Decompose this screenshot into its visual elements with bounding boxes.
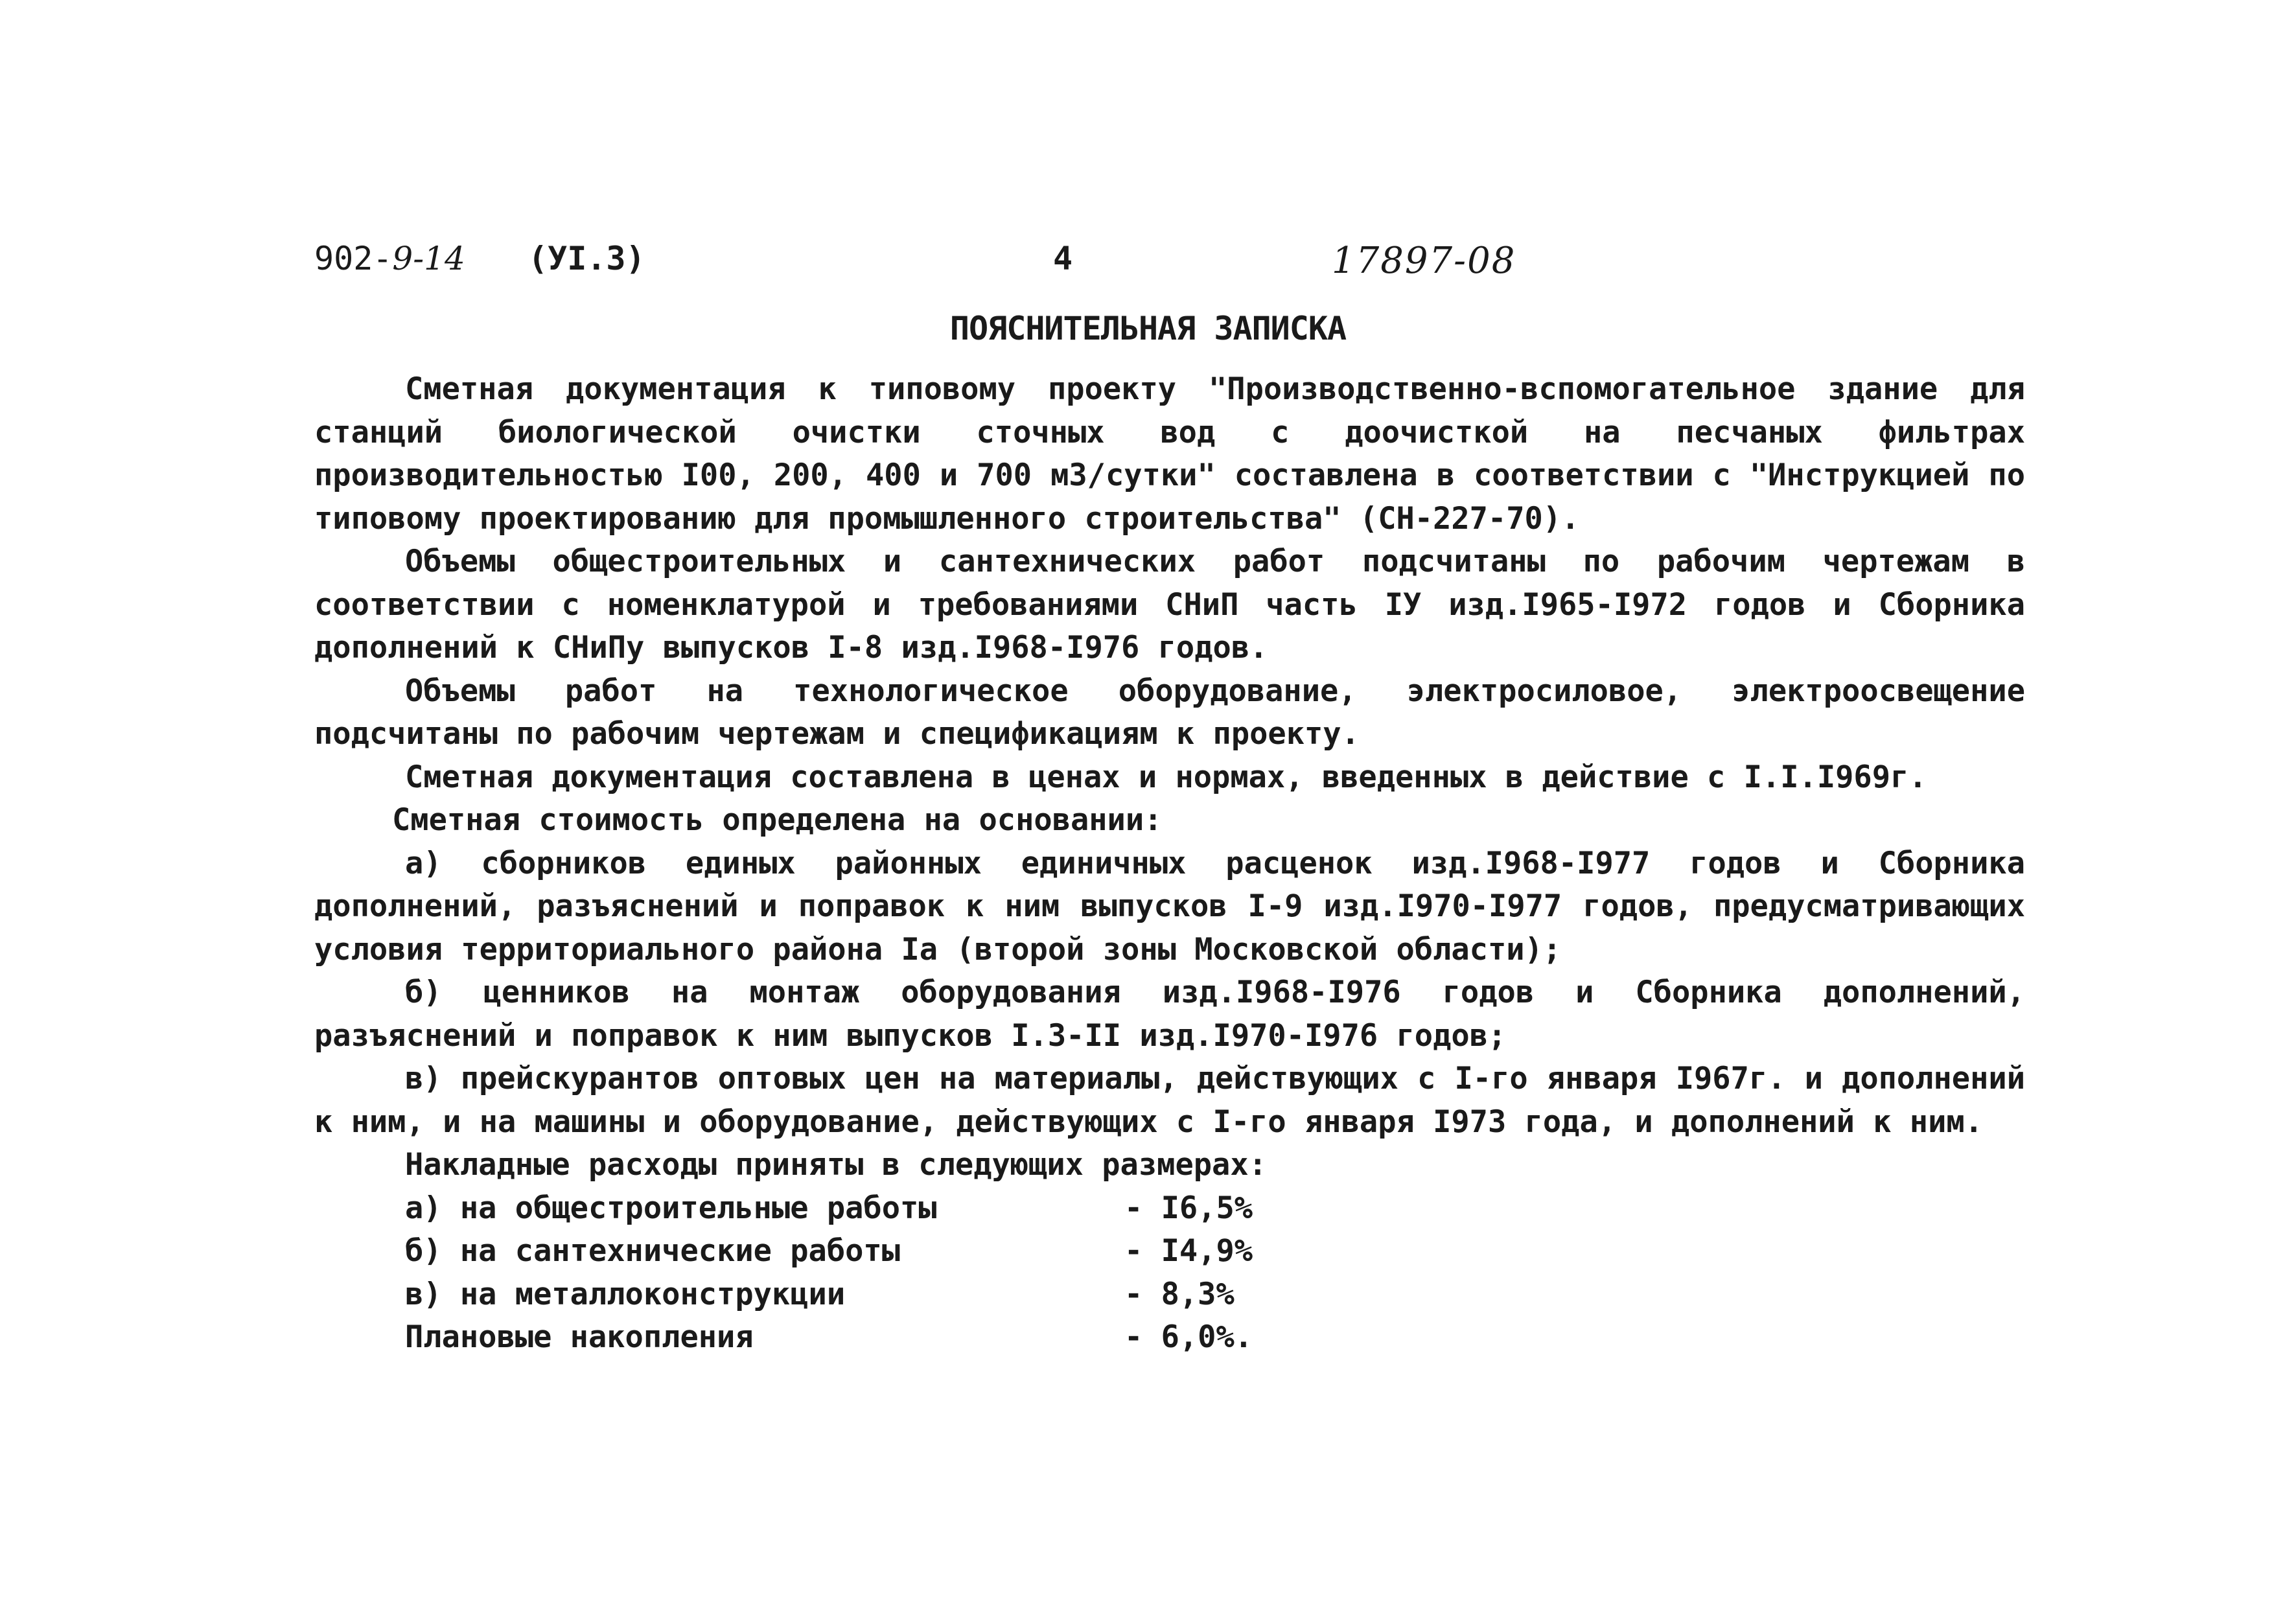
document-body [314,368,2025,1360]
paragraph-volumes-construction: Объемы общестроительных и сантехнических работ подсчитаны по рабочим чертежам в соответствии с номенклатурой и требованиями СНиП часть IУ изд.I965-I972 годов и Сборника дополнений к СНиПу выпусков I-8 изд.I968-I976 годов. [314,544,2025,665]
rate-row [405,1316,2025,1360]
paragraph-prices: Сметная документация составлена в ценах и нормах, введенных в действие с I.I.I969г. [405,759,1927,795]
rate-value: - 8,3% [1124,1276,1235,1312]
page-number: 4 [1053,240,1073,277]
rate-row [405,1230,2025,1273]
paragraph-overhead: Накладные расходы приняты в следующих размерах: [405,1147,1267,1183]
rate-row [405,1187,2025,1231]
project-code-handwritten: 9-14 [392,240,465,277]
rate-label: Плановые накопления [405,1319,754,1355]
page-header [314,240,1999,292]
section-number: (УI.3) [528,240,645,277]
paragraph-basis: Сметная стоимость определена на основании: [392,802,1163,838]
document-title: ПОЯСНИТЕЛЬНАЯ ЗАПИСКА [949,310,1347,347]
rate-value: - 6,0%. [1124,1319,1253,1355]
rate-row [405,1273,2025,1317]
paragraph-basis-b: б) ценников на монтаж оборудования изд.I968-I976 годов и Сборника дополнений, разъяснений и поправок к ним выпусков I.3-II изд.I970-I976 годов; [314,975,2025,1054]
rate-label: а) на общестроительные работы [405,1190,937,1226]
rate-value: - I6,5% [1124,1190,1253,1226]
paragraph-volumes-equipment: Объемы работ на технологическое оборудование, электросиловое, электроосвещение подсчитаны по рабочим чертежам и спецификациям к проекту. [314,673,2025,752]
project-code-prefix: 902- [314,240,393,277]
rates-list [314,1187,2025,1360]
paragraph-basis-a: а) сборников единых районных единичных расценок изд.I968-I977 годов и Сборника дополнений, разъяснений и поправок к ним выпусков I-9 изд.I970-I977 годов, предусматривающих условия территориального района Iа (второй зоны Московской области); [314,845,2025,967]
project-code [314,240,465,277]
rate-label: б) на сантехнические работы [405,1233,901,1269]
rate-value: - I4,9% [1124,1233,1253,1269]
inventory-number: 17897-08 [1332,240,1516,282]
paragraph-basis-c: в) прейскурантов оптовых цен на материалы, действующих с I-го января I967г. и дополнений к ним, и на машины и оборудование, действующих с I-го января I973 года, и дополнений к ним. [314,1061,2025,1140]
paragraph-intro: Сметная документация к типовому проекту "Производственно-вспомогательное здание для станций биологической очистки сточных вод с доочисткой на песчаных фильтрах производительностью I00, 200, 400 и 700 м3/сутки" составлена в соответствии с "Инструкцией по типовому проектированию для промышленного строительства" (СН-227-70). [314,371,2025,537]
rate-label: в) на металлоконструкции [405,1276,846,1312]
